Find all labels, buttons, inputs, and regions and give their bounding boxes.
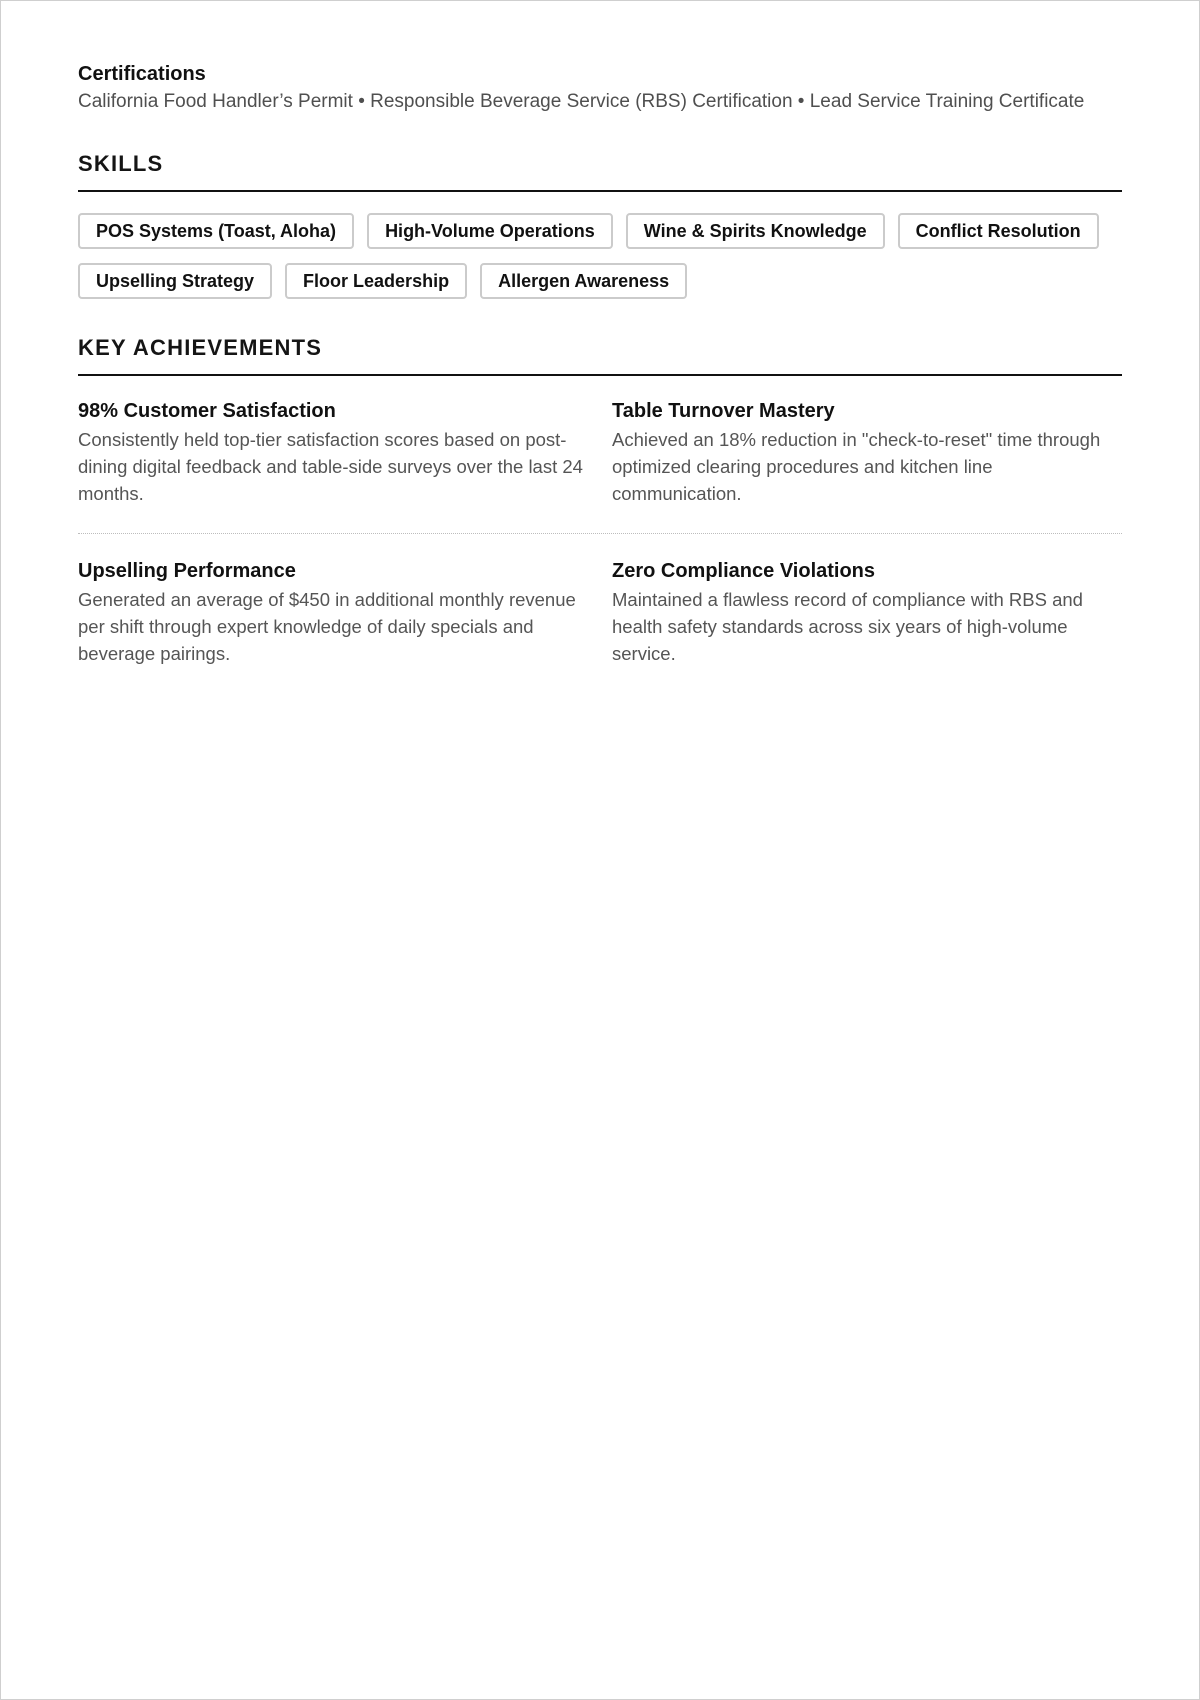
achievements-section <box>78 334 1122 667</box>
skills-heading: SKILLS <box>78 151 164 176</box>
skill-chip: Upselling Strategy <box>78 263 272 299</box>
achievement-title: Upselling Performance <box>78 560 296 582</box>
achievement-item <box>78 558 588 667</box>
achievement-description: Generated an average of $450 in additional monthly revenue per shift through expert knowledge of daily specials and beverage pairings. <box>78 589 576 664</box>
skill-chip: Conflict Resolution <box>898 213 1099 249</box>
achievements-heading: KEY ACHIEVEMENTS <box>78 335 323 360</box>
skills-list <box>78 213 1122 299</box>
achievements-row <box>78 534 1122 667</box>
skill-chip: High-Volume Operations <box>367 213 613 249</box>
skill-chip: Allergen Awareness <box>480 263 687 299</box>
skill-chip: Wine & Spirits Knowledge <box>626 213 885 249</box>
achievement-description: Achieved an 18% reduction in "check-to-reset" time through optimized clearing procedures and kitchen line communication. <box>612 429 1101 504</box>
certifications-list: California Food Handler’s Permit • Responsible Beverage Service (RBS) Certification • Lead Service Training Certificate <box>78 91 1085 112</box>
achievement-item <box>78 398 588 507</box>
achievement-description: Maintained a flawless record of compliance with RBS and health safety standards across six years of high-volume service. <box>612 589 1083 664</box>
skill-chip: POS Systems (Toast, Aloha) <box>78 213 354 249</box>
skill-chip: Floor Leadership <box>285 263 467 299</box>
achievement-description: Consistently held top-tier satisfaction scores based on post-dining digital feedback and table-side surveys over the last 24 months. <box>78 429 583 504</box>
achievement-item <box>612 558 1122 667</box>
achievement-title: Zero Compliance Violations <box>612 560 876 582</box>
skills-divider <box>78 190 1122 192</box>
certifications-title: Certifications <box>78 63 206 85</box>
achievement-item <box>612 398 1122 507</box>
achievement-title: Table Turnover Mastery <box>612 400 835 422</box>
achievements-divider <box>78 374 1122 376</box>
certifications-section <box>78 61 1122 115</box>
skills-section <box>78 150 1122 299</box>
achievement-title: 98% Customer Satisfaction <box>78 400 336 422</box>
achievements-row <box>78 398 1122 534</box>
achievements-grid <box>78 398 1122 667</box>
